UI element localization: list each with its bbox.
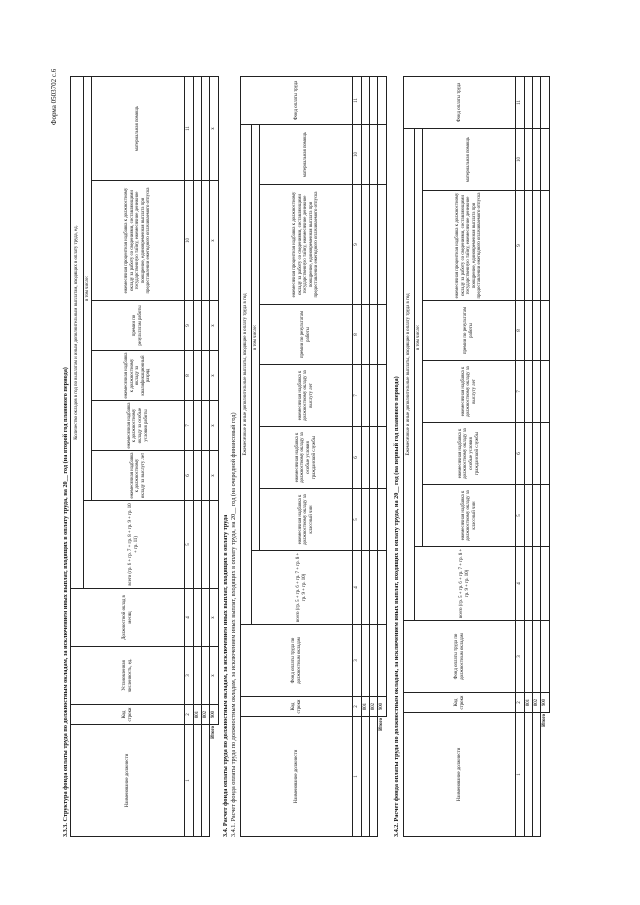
data-cell[interactable] [533, 76, 541, 128]
col-number: 8 [185, 351, 194, 401]
total-cell[interactable] [541, 621, 550, 693]
total-row [541, 76, 550, 836]
data-cell[interactable] [533, 423, 541, 485]
data-cell[interactable] [370, 124, 378, 184]
header-fot: Фонд оплаты труда [404, 76, 516, 128]
total-cell[interactable] [541, 191, 550, 301]
data-cell[interactable] [533, 191, 541, 301]
header-total: всего (гр. 5 + гр. 6 + гр. 7 + гр. 8 + гр. 9 + гр. 10) [415, 547, 516, 621]
col-number: 1 [516, 713, 525, 837]
col-number: 5 [185, 501, 194, 589]
data-cell[interactable] [194, 351, 202, 401]
data-cell[interactable] [194, 589, 202, 647]
data-cell[interactable] [525, 547, 533, 621]
header-col8: премии по результатам работы [260, 305, 353, 365]
col-number: 3 [185, 647, 194, 705]
data-cell[interactable] [202, 181, 210, 301]
col-number: 2 [185, 705, 194, 725]
header-col6: ежемесячная надбавка к должностному окладу за особые условия гражданской службы [423, 423, 516, 485]
col-number: 9 [353, 185, 362, 305]
col-number: 4 [185, 589, 194, 647]
data-cell[interactable] [194, 301, 202, 351]
position-cell[interactable] [194, 725, 202, 837]
data-cell[interactable] [362, 185, 370, 305]
header-col7: ежемесячная надбавка к должностному окладу за выслугу лет [260, 365, 353, 427]
row-code: 001 [194, 705, 202, 725]
table-341 [240, 76, 387, 837]
total-cell[interactable] [541, 485, 550, 547]
data-cell[interactable] [370, 365, 378, 427]
column-numbers-row [353, 76, 362, 836]
col-number: 11 [516, 76, 525, 128]
data-cell[interactable] [202, 647, 210, 705]
col-number: 4 [353, 551, 362, 625]
header-col9: премии по результатам работы [92, 301, 185, 351]
total-cell[interactable] [378, 305, 387, 365]
data-cell[interactable] [194, 451, 202, 501]
header-headcount: Установленная численность, ед. [71, 647, 185, 705]
data-cell[interactable] [370, 551, 378, 625]
data-cell[interactable] [525, 361, 533, 423]
position-cell[interactable] [202, 725, 210, 837]
col-number: 1 [353, 717, 362, 837]
data-cell[interactable] [194, 76, 202, 180]
col-number: 5 [516, 485, 525, 547]
header-fund: Фонд оплаты труда по должностным окладам [241, 625, 353, 697]
data-cell[interactable] [525, 191, 533, 301]
position-cell[interactable] [533, 713, 541, 837]
data-cell[interactable] [370, 625, 378, 697]
header-incl: в том числе: [252, 124, 260, 550]
table-row [362, 76, 370, 836]
total-row [210, 76, 219, 836]
total-code: 900 [541, 693, 550, 713]
header-fund: Фонд оплаты труда по должностным окладам [404, 621, 516, 693]
col-number: 10 [516, 128, 525, 190]
total-label: Итого [542, 714, 548, 727]
header-total: всего (гр. 5 + гр. 6 + гр. 7 + гр. 8 + гр. 9 + гр. 10) [252, 551, 353, 625]
total-cell[interactable] [210, 501, 219, 589]
header-col7: ежемесячная надбавка к должностному окладу за особые условия работы [92, 401, 185, 451]
col-number: 6 [516, 423, 525, 485]
data-cell[interactable] [533, 485, 541, 547]
data-cell[interactable] [533, 301, 541, 361]
position-cell[interactable] [370, 717, 378, 837]
section-333-title: 3.3.3. Структура фонда оплаты труда по должностным окладам, за исключением иных выплат, входящих в оплату труда, на 20__ год (на второй год планового периода) [62, 367, 69, 837]
total-cell[interactable] [541, 361, 550, 423]
total-cell[interactable] [378, 185, 387, 305]
total-cell[interactable] [378, 365, 387, 427]
header-position: Наименование должности [241, 717, 353, 837]
data-cell[interactable] [362, 305, 370, 365]
total-cell: x [210, 301, 219, 351]
header-group: Количество окладов в год по выплатам и иным дополнительным выплатам, входящих в оплату труда, ед. [71, 76, 84, 588]
total-cell[interactable] [541, 301, 550, 361]
col-number: 7 [185, 401, 194, 451]
total-cell: x [210, 401, 219, 451]
col-number: 8 [353, 305, 362, 365]
col-number: 3 [353, 625, 362, 697]
table-row [525, 76, 533, 836]
data-cell[interactable] [194, 647, 202, 705]
data-cell[interactable] [370, 427, 378, 489]
total-cell[interactable] [541, 547, 550, 621]
total-cell: x [210, 181, 219, 301]
column-numbers-row [516, 76, 525, 836]
data-cell[interactable] [194, 401, 202, 451]
row-code: 002 [533, 693, 541, 713]
header-position: Наименование должности [404, 713, 516, 837]
total-label: Итого [379, 718, 385, 731]
col-number: 11 [185, 76, 194, 180]
data-cell[interactable] [362, 124, 370, 184]
data-cell[interactable] [362, 489, 370, 551]
table-row [194, 76, 202, 836]
data-cell[interactable] [202, 589, 210, 647]
data-cell[interactable] [202, 351, 210, 401]
col-number: 7 [353, 365, 362, 427]
header-col10: материальная помощь [423, 128, 516, 190]
table-row [533, 76, 541, 836]
total-cell[interactable] [378, 124, 387, 184]
data-cell[interactable] [525, 621, 533, 693]
header-fot: Фонд оплаты труда [241, 76, 353, 124]
data-cell[interactable] [525, 128, 533, 190]
row-code: 001 [362, 697, 370, 717]
total-cell: x [210, 647, 219, 705]
total-cell: x [210, 351, 219, 401]
header-group: Ежемесячные и иные дополнительные выплаты, входящие в оплату труда в год [241, 124, 252, 624]
data-cell[interactable] [525, 485, 533, 547]
header-incl: в том числе: [84, 76, 92, 500]
total-cell[interactable] [378, 489, 387, 551]
data-cell[interactable] [370, 76, 378, 124]
header-col6: ежемесячная надбавка к должностному окладу за выслугу лет [92, 451, 185, 501]
data-cell[interactable] [533, 361, 541, 423]
data-cell[interactable] [202, 76, 210, 180]
header-group: Ежемесячные и иные дополнительные выплаты, входящие в оплату труда в год [404, 128, 415, 620]
header-col5: ежемесячная надбавка к должностному окладу за классный чин [260, 489, 353, 551]
column-numbers-row [185, 76, 194, 836]
col-number: 2 [516, 693, 525, 713]
header-code: Код строки [241, 697, 353, 717]
header-code: Код строки [71, 705, 185, 725]
header-col8: ежемесячная надбавка к должностному окладу за квалификационный разряд [92, 351, 185, 401]
total-code: 900 [210, 705, 219, 725]
col-number: 9 [516, 191, 525, 301]
header-code: Код строки [404, 693, 516, 713]
header-total: всего (гр. 6 + гр. 7 + гр. 8 + гр. 9 + гр. 10 + гр. 11) [84, 501, 185, 589]
header-col8: премии по результатам работы [423, 301, 516, 361]
header-col5: ежемесячная надбавка к должностному окладу за классный чин [423, 485, 516, 547]
data-cell[interactable] [202, 501, 210, 589]
form-code: Форма 0503702 с.6 [50, 68, 58, 125]
data-cell[interactable] [525, 76, 533, 128]
data-cell[interactable] [202, 301, 210, 351]
col-number: 1 [185, 725, 194, 837]
col-number: 11 [353, 76, 362, 124]
col-number: 9 [185, 301, 194, 351]
header-col6: ежемесячная надбавка к должностному окладу за особые условия гражданской службы [260, 427, 353, 489]
total-code: 900 [378, 697, 387, 717]
total-cell[interactable] [541, 423, 550, 485]
total-cell: x [210, 589, 219, 647]
data-cell[interactable] [362, 551, 370, 625]
row-code: 002 [370, 697, 378, 717]
col-number: 4 [516, 547, 525, 621]
header-col11: материальная помощь [92, 76, 185, 180]
data-cell[interactable] [370, 489, 378, 551]
total-cell: x [210, 451, 219, 501]
header-position: Наименование должности [71, 725, 185, 837]
header-col9: ежемесячная процентная надбавка к должностному окладу за работу со сведениями, составляющими государственную тайну, ежемесячное денежное поощрение, единовременная выплата при предоставлении ежегодного оплачиваемого отпуска [423, 191, 516, 301]
total-cell[interactable] [541, 128, 550, 190]
total-label: Итого [211, 726, 217, 739]
header-col7: ежемесячная надбавка к должностному окладу за выслугу лет [423, 361, 516, 423]
data-cell[interactable] [202, 451, 210, 501]
header-salary: Должностной оклад в месяц [71, 589, 185, 647]
header-col10: материальная помощь [260, 124, 353, 184]
col-number: 2 [353, 697, 362, 717]
data-cell[interactable] [533, 547, 541, 621]
header-incl: в том числе: [415, 128, 423, 546]
section-34-title: 3.4. Расчет фонда оплаты труда по должностным окладам, за исключением иных выплат, входящих в оплату труда [222, 514, 229, 837]
table-row [370, 76, 378, 836]
col-number: 6 [185, 451, 194, 501]
data-cell[interactable] [370, 305, 378, 365]
section-341-title: 3.4.1. Расчет фонда оплаты труда по должностным окладам, за исключением иных выплат, входящих в оплату труда, на 20__ год (на очередной финансовый год) [230, 412, 237, 837]
data-cell[interactable] [533, 621, 541, 693]
data-cell[interactable] [362, 76, 370, 124]
col-number: 7 [516, 361, 525, 423]
total-cell[interactable] [378, 551, 387, 625]
col-number: 10 [353, 124, 362, 184]
data-cell[interactable] [202, 401, 210, 451]
col-number: 6 [353, 427, 362, 489]
header-col10: ежемесячная процентная надбавка к должностному окладу за работу со сведениями, составляющими государственную тайну, ежемесячное денежное поощрение, единовременная выплата при предоставлении ежегодного оплачиваемого отпуска [92, 181, 185, 301]
row-code: 002 [202, 705, 210, 725]
col-number: 10 [185, 181, 194, 301]
total-row [378, 76, 387, 836]
data-cell[interactable] [362, 365, 370, 427]
data-cell[interactable] [194, 181, 202, 301]
col-number: 3 [516, 621, 525, 693]
data-cell[interactable] [362, 427, 370, 489]
col-number: 8 [516, 301, 525, 361]
data-cell[interactable] [194, 501, 202, 589]
data-cell[interactable] [533, 128, 541, 190]
total-cell[interactable] [378, 76, 387, 124]
total-cell[interactable] [378, 625, 387, 697]
header-col9: ежемесячная процентная надбавка к должностному окладу за работу со сведениями, составляющими государственную тайну, ежемесячное денежное поощрение, единовременная выплата при предоставлении ежегодного оплачиваемого отпуска [260, 185, 353, 305]
data-cell[interactable] [370, 185, 378, 305]
table-row [202, 76, 210, 836]
position-cell[interactable] [525, 713, 533, 837]
total-cell[interactable] [378, 427, 387, 489]
position-cell[interactable] [362, 717, 370, 837]
data-cell[interactable] [525, 423, 533, 485]
col-number: 5 [353, 489, 362, 551]
table-342 [403, 76, 550, 837]
table-333 [70, 76, 219, 837]
section-342-title: 3.4.2. Расчет фонда оплаты труда по должностным окладам, за исключением иных выплат, входящих в оплату труда, на 20__ год (на первый год планового периода) [393, 376, 400, 837]
row-code: 001 [525, 693, 533, 713]
total-cell: x [210, 76, 219, 180]
data-cell[interactable] [525, 301, 533, 361]
data-cell[interactable] [362, 625, 370, 697]
total-cell[interactable] [541, 76, 550, 128]
